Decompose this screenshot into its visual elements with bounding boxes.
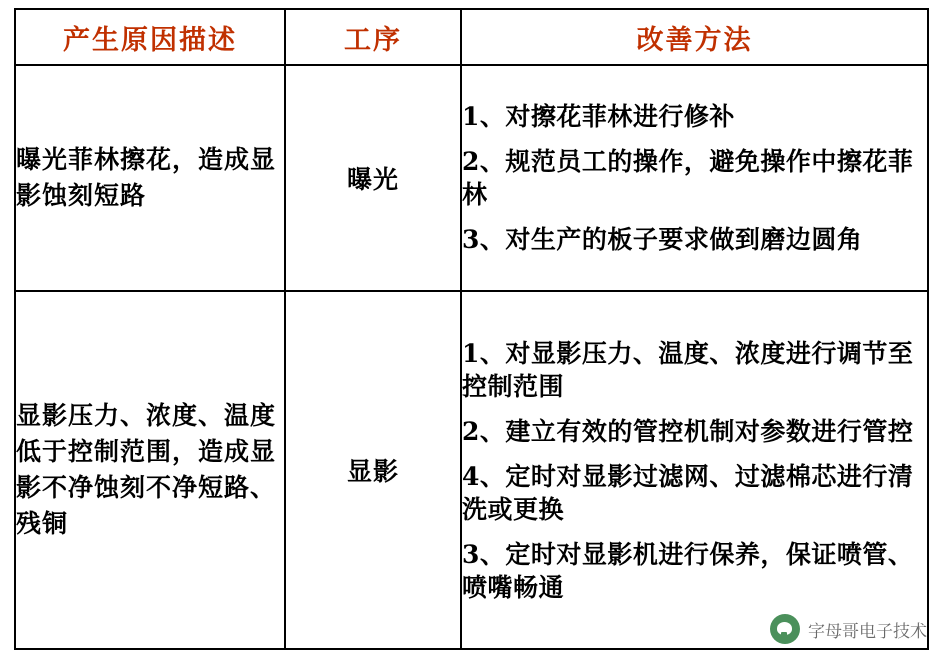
improvement-methods	[461, 291, 928, 649]
table-header-process	[285, 9, 461, 65]
process-name: 显影	[285, 291, 461, 649]
header-label-process: 工序	[344, 24, 402, 56]
improvement-methods	[461, 65, 928, 291]
list-item: 1、对显影压力、温度、浓度进行调节至控制范围	[462, 338, 914, 401]
header-label-cause: 产生原因描述	[63, 24, 237, 56]
header-label-method: 改善方法	[636, 24, 753, 56]
method-list	[462, 100, 927, 256]
process-name: 曝光	[285, 65, 461, 291]
watermark-label: 字母哥电子技术	[808, 621, 927, 642]
list-item: 2、规范员工的操作，避免操作中擦花菲林	[462, 147, 914, 209]
table-header-row	[15, 9, 928, 65]
cause-improvement-table	[14, 8, 929, 650]
cause-description: 曝光菲林擦花，造成显影蚀刻短路	[15, 65, 285, 291]
method-list	[462, 337, 927, 604]
table-row	[15, 291, 928, 649]
table-header-cause	[15, 9, 285, 65]
list-item: 2、建立有效的管控机制对参数进行管控	[462, 416, 914, 446]
cause-description: 显影压力、浓度、温度低于控制范围，造成显影不净蚀刻不净短路、残铜	[15, 291, 285, 649]
table-row	[15, 65, 928, 291]
list-item: 4、定时对显影过滤网、过滤棉芯进行清洗或更换	[462, 461, 914, 524]
list-item: 3、对生产的板子要求做到磨边圆角	[462, 225, 863, 254]
list-item: 1、对擦花菲林进行修补	[462, 102, 735, 131]
table-header-method	[461, 9, 928, 65]
list-item: 3、定时对显影机进行保养，保证喷管、喷嘴畅通	[462, 539, 914, 602]
